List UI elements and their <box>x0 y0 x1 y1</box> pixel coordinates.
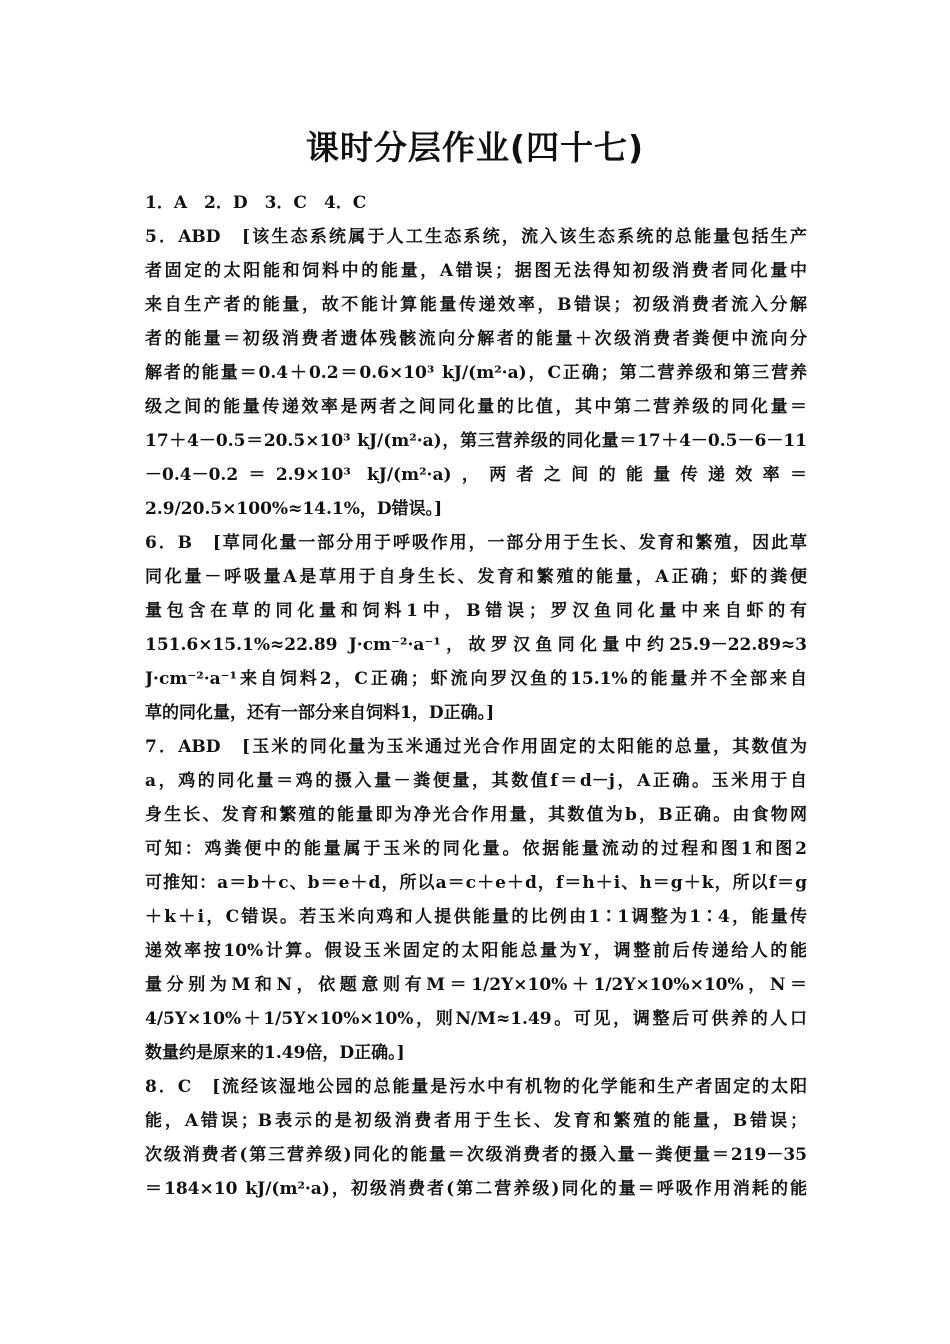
answer-line: 者固定的太阳能和饲料中的能量，A错误；据图无法得知初级消费者同化量中 <box>145 261 807 281</box>
answer-line: 5．ABD [该生态系统属于人工生态系统，流入该生态系统的总能量包括生产 <box>145 227 807 247</box>
answer-line: 递效率按10%计算。假设玉米固定的太阳能总量为Y，调整前后传递给人的能 <box>145 941 807 961</box>
answer-line: 级之间的能量传递效率是两者之间同化量的比值，其中第二营养级的同化量＝ <box>145 397 807 417</box>
answer-line: 6．B [草同化量一部分用于呼吸作用，一部分用于生长、发育和繁殖，因此草 <box>145 533 807 553</box>
answer-line: 17＋4－0.5＝20.5×10³ kJ/(m²·a)，第三营养级的同化量＝17＋4－0.5－6－11 <box>145 431 807 451</box>
page-title: 课时分层作业(四十七) <box>305 128 645 167</box>
answer-line: 来自生产者的能量，故不能计算能量传递效率，B错误；初级消费者流入分解 <box>145 295 807 315</box>
answer-line: 4/5Y×10%＋1/5Y×10%×10%，则N/M≈1.49。可见，调整后可供养的人口 <box>145 1009 807 1029</box>
answer-line: 数量约是原来的1.49倍，D正确。] <box>145 1043 405 1063</box>
answer-line: 可推知：a＝b＋c、b＝e＋d，所以a＝c＋e＋d，f＝h＋i、h＝g＋k，所以f＝g <box>145 873 807 893</box>
answer-line: 7．ABD [玉米的同化量为玉米通过光合作用固定的太阳能的总量，其数值为 <box>145 737 807 757</box>
answer-body <box>145 186 807 1206</box>
answer-line: 者的能量＝初级消费者遗体残骸流向分解者的能量＋次级消费者粪便中流向分 <box>145 329 807 349</box>
answer-line: 身生长、发育和繁殖的能量即为净光合作用量，其数值为b，B正确。由食物网 <box>145 805 807 825</box>
answer-line: 量包含在草的同化量和饲料1中，B错误；罗汉鱼同化量中来自虾的有 <box>145 601 807 621</box>
answer-line: 151.6×15.1%≈22.89 J·cm⁻²·a⁻¹，故罗汉鱼同化量中约25.9－22.89≈3 <box>145 635 807 655</box>
answer-line: 解者的能量＝0.4＋0.2＝0.6×10³ kJ/(m²·a)，C正确；第二营养级和第三营养 <box>145 363 807 383</box>
answer-line: 8．C [流经该湿地公园的总能量是污水中有机物的化学能和生产者固定的太阳 <box>145 1077 807 1097</box>
answer-line: ＋k＋i，C错误。若玉米向鸡和人提供能量的比例由1∶1调整为1∶4，能量传 <box>145 907 807 927</box>
answer-line: 草的同化量，还有一部分来自饲料1，D正确。] <box>145 703 495 723</box>
answer-line: 次级消费者(第三营养级)同化的能量＝次级消费者的摄入量－粪便量＝219－35 <box>145 1145 807 1165</box>
answer-line: 同化量－呼吸量A是草用于自身生长、发育和繁殖的能量，A正确；虾的粪便 <box>145 567 807 587</box>
answer-line: －0.4－0.2＝2.9×10³ kJ/(m²·a)，两者之间的能量传递效率＝ <box>145 465 807 485</box>
answer-line: 2.9/20.5×100%≈14.1%，D错误。] <box>145 499 443 519</box>
answer-line: a，鸡的同化量＝鸡的摄入量－粪便量，其数值f＝d－j，A正确。玉米用于自 <box>145 771 807 791</box>
answer-line: 可知：鸡粪便中的能量属于玉米的同化量。依据能量流动的过程和图1和图2 <box>145 839 807 859</box>
answer-line: 1．A 2．D 3．C 4．C <box>145 193 367 213</box>
answer-line: ＝184×10 kJ/(m²·a)，初级消费者(第二营养级)同化的量＝呼吸作用消耗的能 <box>145 1179 807 1199</box>
answer-line: 量分别为M和N，依题意则有M＝1/2Y×10%＋1/2Y×10%×10%，N＝ <box>145 975 807 995</box>
answer-line: 能，A错误；B表示的是初级消费者用于生长、发育和繁殖的能量，B错误； <box>145 1111 807 1131</box>
answer-line: J·cm⁻²·a⁻¹来自饲料2，C正确；虾流向罗汉鱼的15.1%的能量并不全部来自 <box>145 669 807 689</box>
